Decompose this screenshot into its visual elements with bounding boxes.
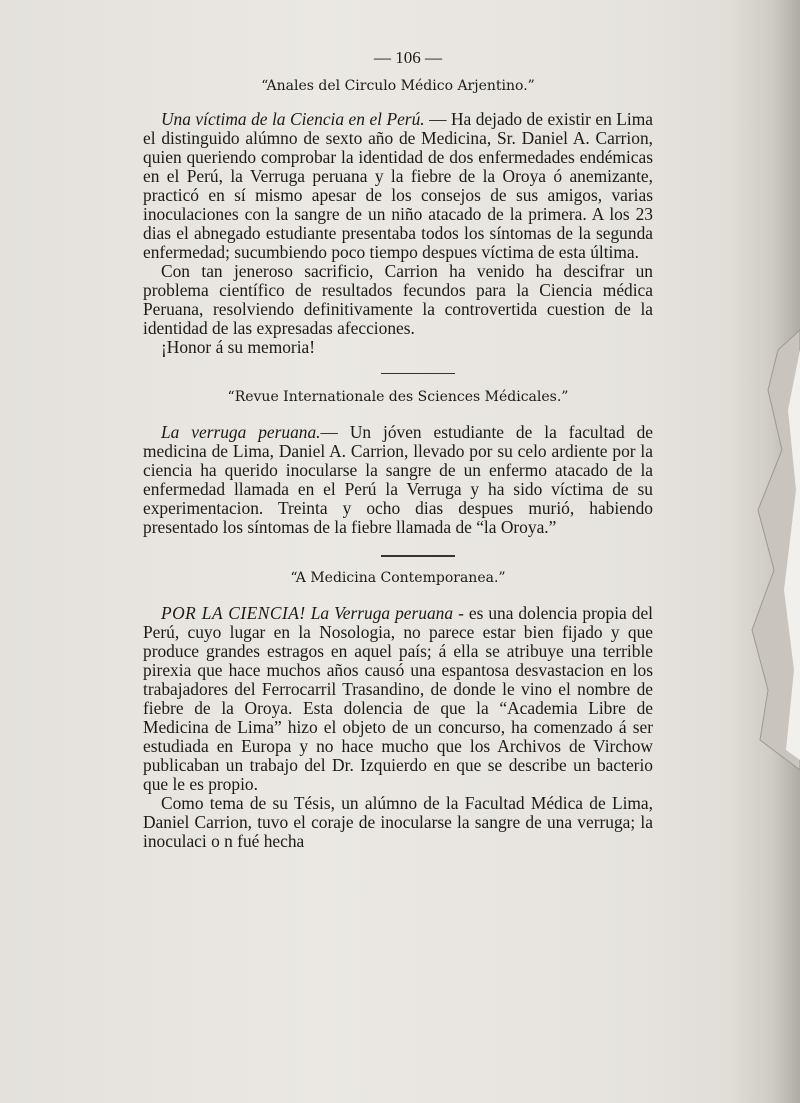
article-paragraph <box>143 604 653 794</box>
article-heading: Una víctima de la Ciencia en el Perú. <box>161 109 425 129</box>
article-body: — Ha dejado de existir en Lima el distinguido alúmno de sexto año de Medicina, Sr. Daniel A. Carrion, quien queriendo comprobar la identidad de dos enfermedades endémicas en el Perú, la Verruga peruana y la fiebre de la Oroya ó anemizante, practicó en sí mismo apesar de los consejos de sus amigos, varias inoculaciones con la sangre de un niño atacado de la primera. A los 23 dias el abnegado estudiante presentaba todos los síntomas de la segunda enfermedad; sucumbiendo poco tiempo despues víctima de esta última. <box>143 109 653 262</box>
article-body: - es una dolencia propia del Perú, cuyo lugar en la Nosologia, no parece estar bien fijado y que produce grandes estragos en aquel país; á ella se atribuye una terrible pirexia que hace muchos años causó una espantosa desvastacion en los trabajadores del Ferrocarril Trasandino, de donde le vino el nombre de fiebre de la Oroya. Esta dolencia de que la “Academia Libre de Medicina de Lima” hizo el objeto de un concurso, ha comenzado á ser estudiada en Europa y no hace mucho que los Archivos de Virchow publicaban un trabajo del Dr. Izquierdo en que se describe un bacterio que le es propio. <box>143 603 653 795</box>
text-column <box>143 48 653 851</box>
source-heading: “A Medicina Contemporanea.” <box>290 570 506 587</box>
article-heading: POR LA CIENCIA! <box>161 603 306 624</box>
article-body: — Un jóven estudiante de la facultad de medicina de Lima, Daniel A. Carrion, llevado por su celo ardiente por la ciencia ha querido inocularse la sangre de un enfermo atacado de la enfermedad llamada en el Perú la Verruga y ha sido víctima de su experimentacion. Treinta y ocho dias despues murió, habiendo presentado los síntomas de la fiebre llamada de “la Oroya.” <box>143 422 653 538</box>
article-paragraph <box>143 423 653 537</box>
article-paragraph <box>143 110 653 262</box>
divider <box>381 373 455 374</box>
closing-line: ¡Honor á su memoria! <box>161 337 316 357</box>
article-subheading: La Verruga peruana <box>310 603 454 624</box>
article-paragraph: Con tan jeneroso sacrificio, Carrion ha venido ha descifrar un problema científico de resultados fecundos para la Ciencia médica Peruana, resolviendo definitivamente la controvertida cuestion de la identidad de las expresadas afecciones. <box>143 261 653 338</box>
page-number: — 106 — <box>374 48 442 67</box>
divider <box>381 555 455 557</box>
source-heading: “Revue Internationale des Sciences Médicales.” <box>227 389 569 406</box>
article-paragraph: Como tema de su Tésis, un alúmno de la Facultad Médica de Lima, Daniel Carrion, tuvo el coraje de inocularse la sangre de una verruga; la inoculaci o n fué hecha <box>143 793 653 852</box>
article-heading: La verruga peruana. <box>161 422 321 443</box>
torn-edge <box>738 330 800 770</box>
source-heading: “Anales del Circulo Médico Arjentino.” <box>261 78 535 94</box>
